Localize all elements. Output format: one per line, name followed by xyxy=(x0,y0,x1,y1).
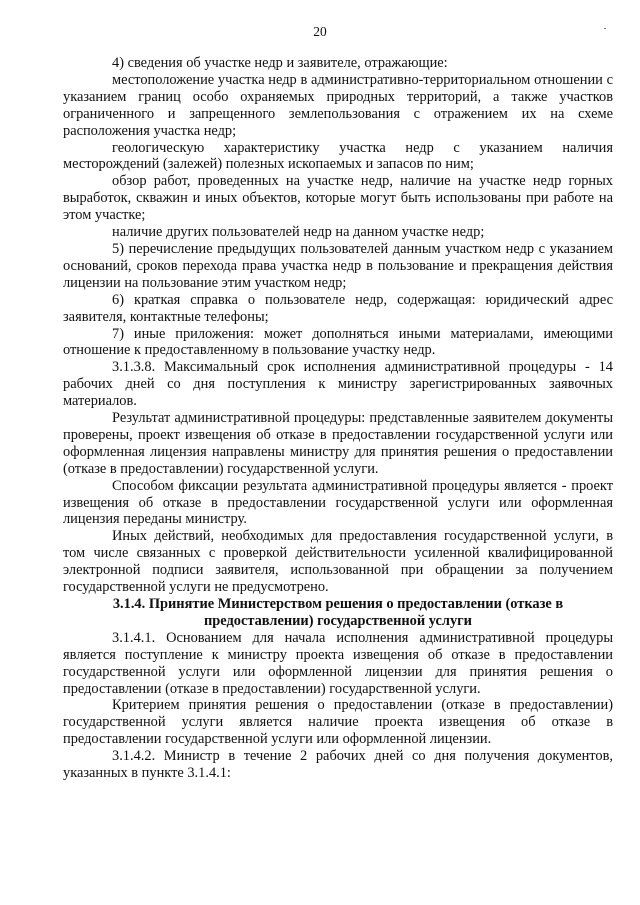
paragraph: 5) перечисление предыдущих пользователей данным участком недр с указанием оснований, сроков перехода права участка недр в пользование и прекращения действия лицензии на пользование этим участком недр; xyxy=(63,240,613,291)
section-heading: 3.1.4. Принятие Министерством решения о предоставлении (отказе в предоставлении) государственной услуги xyxy=(112,596,564,629)
paragraph: Критерием принятия решения о предоставлении (отказе в предоставлении) государственной услуги является наличие проекта извещения об отказе в предоставлении государственной услуги или оформленной лицензии. xyxy=(63,697,613,748)
paragraph: 3.1.4.1. Основанием для начала исполнения административной процедуры является поступление к министру проекта извещения об отказе в предоставлении государственной услуги или оформленной лицензии для принятия решения о предоставлении (отказе в предоставлении) государственной услуги. xyxy=(63,629,613,697)
paragraph: Результат административной процедуры: представленные заявителем документы проверены, проект извещения об отказе в предоставлении государственной услуги или оформленная лицензия направлены министру для принятия решения о предоставлении (отказе в предоставлении) государственной услуги. xyxy=(63,410,613,477)
paragraph: 3.1.3.8. Максимальный срок исполнения административной процедуры - 14 рабочих дней со дня поступления к министру зарегистрированных заявочных материалов. xyxy=(63,359,613,410)
paragraph: геологическую характеристику участка недр с указанием наличия месторождений (залежей) полезных ископаемых и запасов по ним; xyxy=(63,139,613,173)
paragraph: обзор работ, проведенных на участке недр, наличие на участке недр горных выработок, скважин и иных объектов, которые могут быть использованы при работе на этом участке; xyxy=(63,173,613,224)
scan-mark xyxy=(604,28,606,29)
paragraph: 7) иные приложения: может дополняться иными материалами, имеющими отношение к предоставленному в пользование участку недр. xyxy=(63,325,613,359)
page-body xyxy=(63,55,613,782)
paragraph: местоположение участка недр в административно-территориальном отношении с указанием границ особо охраняемых природных территорий, а также участков ограниченного и запрещенного землепользования с отражением их на схеме расположения участка недр; xyxy=(63,71,613,139)
paragraph: 4) сведения об участке недр и заявителе, отражающие: xyxy=(112,55,448,71)
paragraph: 6) краткая справка о пользователе недр, содержащая: юридический адрес заявителя, контактные телефоны; xyxy=(63,291,613,325)
paragraph: 3.1.4.2. Министр в течение 2 рабочих дней со дня получения документов, указанных в пункте 3.1.4.1: xyxy=(63,748,613,782)
paragraph: Способом фиксации результата административной процедуры является - проект извещения об отказе в предоставлении государственной услуги или оформленная лицензия переданы министру. xyxy=(63,477,613,528)
paragraph: Иных действий, необходимых для предоставления государственной услуги, в том числе связанных с проверкой действительности усиленной квалифицированной электронной подписи заявителя, использованной при обращении за получением государственной услуги не предусмотрено. xyxy=(63,528,613,596)
page-number: 20 xyxy=(313,24,327,39)
paragraph: наличие других пользователей недр на данном участке недр; xyxy=(112,224,485,241)
